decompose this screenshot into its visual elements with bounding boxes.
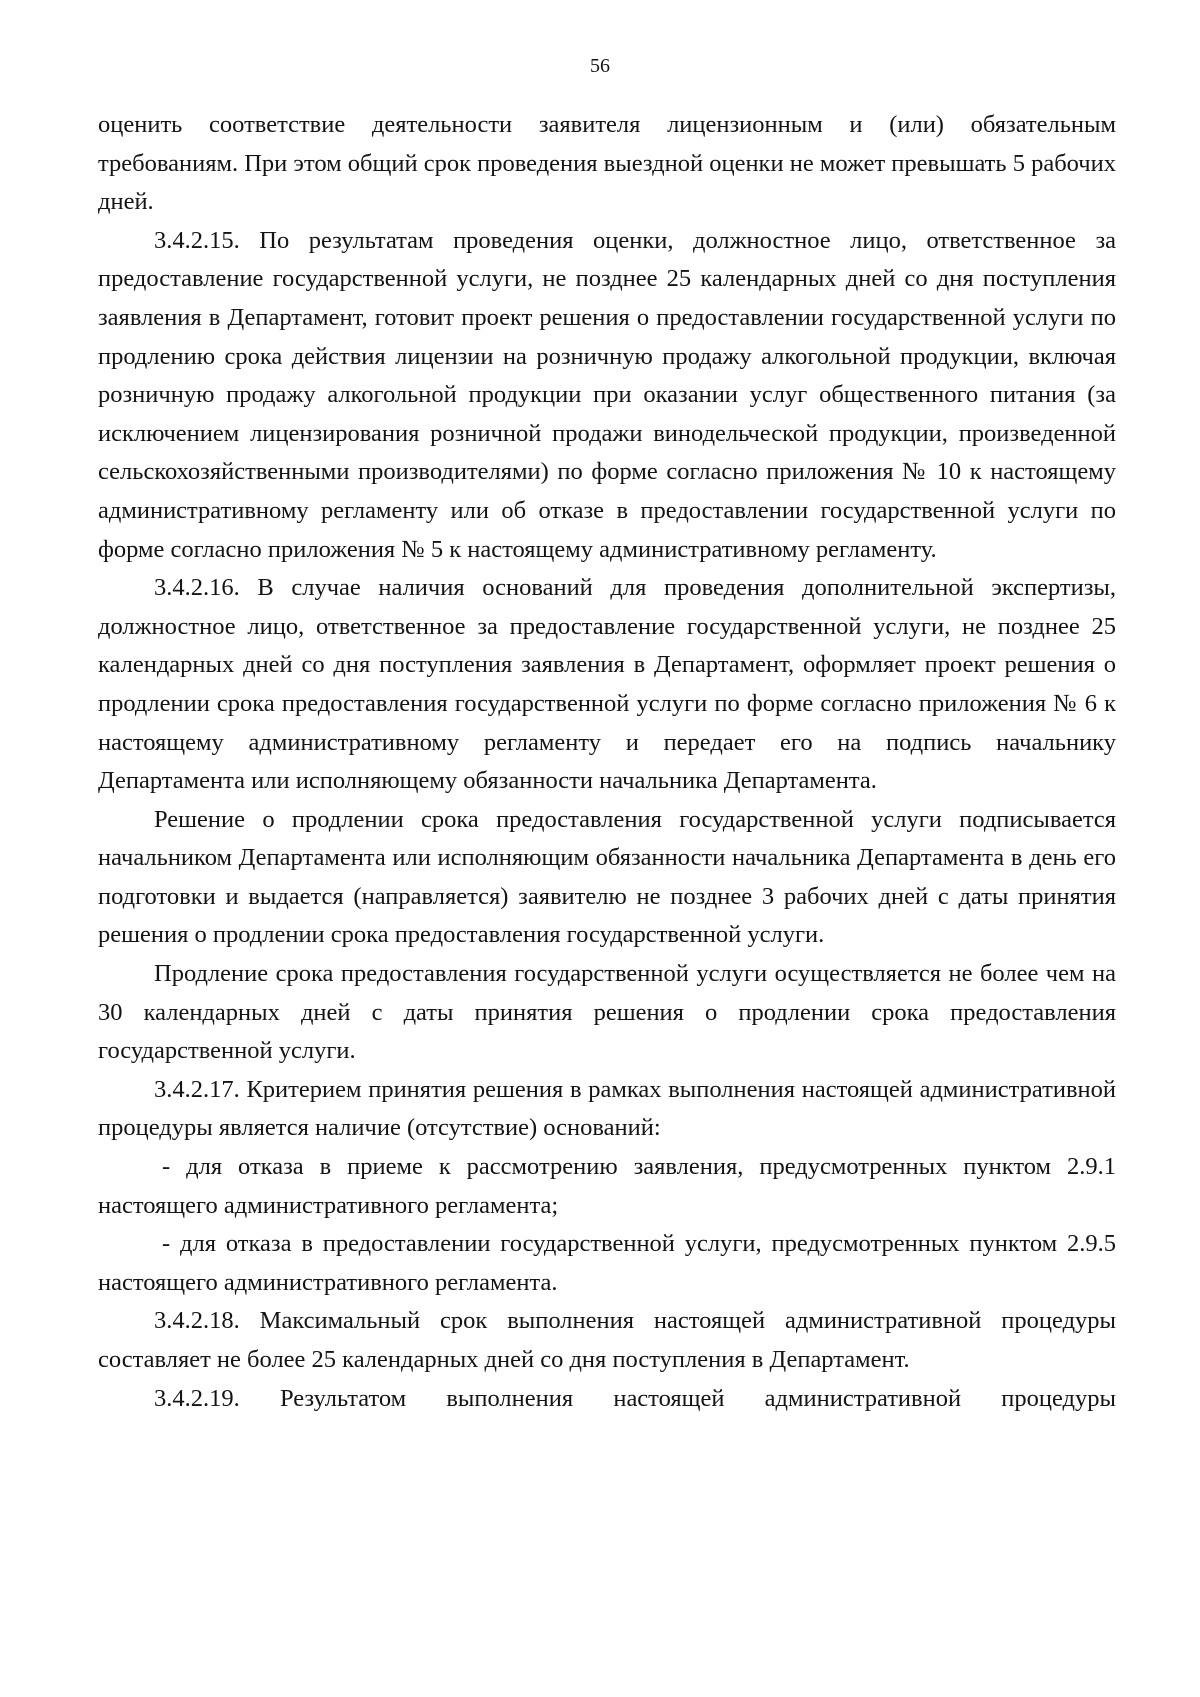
paragraph-3-4-2-16: 3.4.2.16. В случае наличия оснований для проведения дополнительной экспертизы, должностное лицо, ответственное за предоставление государственной услуги, не позднее 25 календарных дней со дня поступления заявления в Департамент, оформляет проект решения о продлении срока предоставления государственной услуги по форме согласно приложения № 6 к настоящему административному регламенту и передает его на подпись начальнику Департамента или исполняющему обязанности начальника Департамента. <box>98 574 1116 795</box>
list-item-refusal-reception: - для отказа в приеме к рассмотрению заявления, предусмотренных пунктом 2.9.1 настоящего административного регламента; <box>98 1153 1116 1219</box>
paragraph-3-4-2-15: 3.4.2.15. По результатам проведения оценки, должностное лицо, ответственное за предоставление государственной услуги, не позднее 25 календарных дней со дня поступления заявления в Департамент, готовит проект решения о предоставлении государственной услуги по продлению срока действия лицензии на розничную продажу алкогольной продукции, включая розничную продажу алкогольной продукции при оказании услуг общественного питания (за исключением лицензирования розничной продажи винодельческой продукции, произведенной сельскохозяйственными производителями) по форме согласно приложения № 10 к настоящему административному регламенту или об отказе в предоставлении государственной услуги по форме согласно приложения № 5 к настоящему административному регламенту. <box>98 226 1116 563</box>
paragraph-3-4-2-19: 3.4.2.19. Результатом выполнения настоящей административной процедуры <box>154 1384 1116 1412</box>
document-body <box>98 106 1116 1418</box>
paragraph-extension-term: Продление срока предоставления государственной услуги осуществляется не более чем на 30 календарных дней с даты принятия решения о продлении срока предоставления государственной услуги. <box>98 960 1116 1065</box>
paragraph-continuation: оценить соответствие деятельности заявителя лицензионным и (или) обязательным требованиям. При этом общий срок проведения выездной оценки не может превышать 5 рабочих дней. <box>98 111 1116 216</box>
page-number: 56 <box>590 55 610 77</box>
paragraph-3-4-2-18: 3.4.2.18. Максимальный срок выполнения настоящей административной процедуры составляет не более 25 календарных дней со дня поступления в Департамент. <box>98 1307 1116 1373</box>
paragraph-extension-decision: Решение о продлении срока предоставления государственной услуги подписывается начальником Департамента или исполняющим обязанности начальника Департамента в день его подготовки и выдается (направляется) заявителю не позднее 3 рабочих дней с даты принятия решения о продлении срока предоставления государственной услуги. <box>98 805 1116 949</box>
paragraph-3-4-2-17: 3.4.2.17. Критерием принятия решения в рамках выполнения настоящей административной процедуры является наличие (отсутствие) оснований: <box>98 1075 1116 1142</box>
list-item-refusal-service: - для отказа в предоставлении государственной услуги, предусмотренных пунктом 2.9.5 настоящего административного регламента. <box>98 1230 1116 1296</box>
